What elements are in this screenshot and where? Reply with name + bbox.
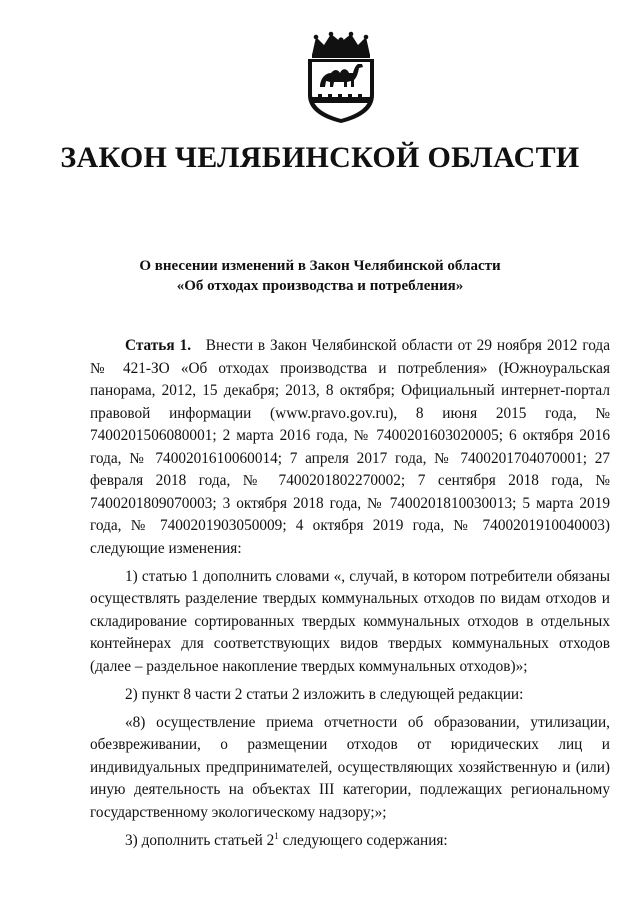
article-1-paragraph [90,335,610,560]
article-1-heading: Статья 1. [125,337,192,354]
article-1-text: Внести в Закон Челябинской области от 29 ноября 2012 года № 421-ЗО «Об отходах производства и потребления» (Южноуральская панорама, 2012, 15 декабря; 2013, 8 октября; Официальный интернет-портал правовой информации (www.pravo.gov.ru), 8 июня 2015 года, № 7400201506080001; 2 марта 2016 года, № 7400201603020005; 6 октября 2016 года, № 7400201610060014; 7 апреля 2017 года, № 7400201704070001; 27 февраля 2018 года, № 7400201802270002; 7 сентября 2018 года, № 7400201809070003; 3 октября 2018 года, № 7400201810030013; 5 марта 2019 года, № 7400201903050009; 4 октября 2019 года, № 7400201910040003) следующие изменения: [90,337,610,557]
amendment-item-2: 2) пункт 8 части 2 статьи 2 изложить в следующей редакции: [125,685,524,703]
item-3-superscript: 1 [274,830,279,841]
chelyabinsk-coat-of-arms-icon [298,31,384,124]
item-3-prefix: 3) дополнить статьей 2 [125,831,275,849]
subtitle-line-1: О внесении изменений в Закон Челябинской области [139,258,501,274]
document-body [90,335,610,852]
subtitle-line-2: «Об отходах производства и потребления» [176,278,464,294]
document-subtitle [0,256,640,296]
document-title: ЗАКОН ЧЕЛЯБИНСКОЙ ОБЛАСТИ [60,141,580,174]
amendment-item-3 [90,830,610,853]
amendment-item-1: 1) статью 1 дополнить словами «, случай, в котором потребители обязаны осуществлять разделение твердых коммунальных отходов по видам отходов и складирование сортированных твердых коммунальных отходов в отдельных контейнерах для соответствующих видов твердых коммунальных отходов (далее – раздельное накопление твердых коммунальных отходов)»; [90,567,610,675]
item-3-suffix: следующего содержания: [278,831,448,849]
amendment-item-2-quote: «8) осуществление приема отчетности об образовании, утилизации, обезвреживании, о размещении отходов от юридических лиц и индивидуальных предпринимателей, осуществляющих хозяйственную и (или) иную деятельность на объектах III категории, подлежащих региональному государственному экологическому надзору;»; [90,713,610,821]
